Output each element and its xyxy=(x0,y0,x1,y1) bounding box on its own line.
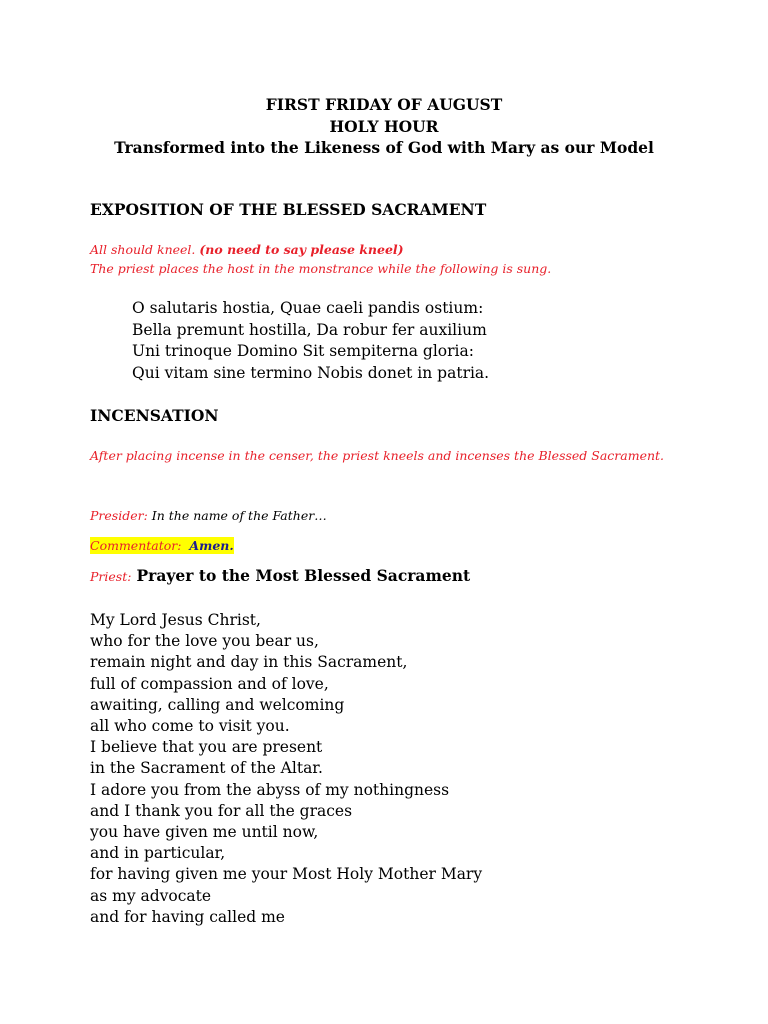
hymn-line: Bella premunt hostilla, Da robur fer auxilium xyxy=(132,320,487,339)
prayer-line: as my advocate xyxy=(90,886,212,905)
prayer-body xyxy=(90,610,482,928)
exposition-rubric-2: The priest places the host in the monstrance while the following is sung. xyxy=(90,261,552,276)
prayer-line: for having given me your Most Holy Mother Mary xyxy=(90,865,483,884)
prayer-line: and in particular, xyxy=(90,844,226,863)
commentator-response: Amen. xyxy=(189,538,234,553)
prayer-line: I believe that you are present xyxy=(90,738,323,757)
incensation-heading: INCENSATION xyxy=(90,406,219,425)
prayer-line: all who come to visit you. xyxy=(90,717,290,736)
presider-line xyxy=(90,508,327,523)
prayer-line: remain night and day in this Sacrament, xyxy=(90,653,408,672)
hymn-line: O salutaris hostia, Quae caeli pandis ostium: xyxy=(132,299,484,317)
commentator-highlight xyxy=(90,537,234,554)
priest-label: Priest: xyxy=(90,569,132,584)
incensation-rubric: After placing incense in the censer, the priest kneels and incenses the Blessed Sacrament. xyxy=(90,448,665,463)
commentator-label: Commentator: xyxy=(90,538,182,553)
prayer-line: awaiting, calling and welcoming xyxy=(90,695,345,714)
prayer-title: Prayer to the Most Blessed Sacrament xyxy=(136,566,471,585)
rubric-kneel-note: (no need to say please kneel) xyxy=(199,242,404,257)
hymn-line: Uni trinoque Domino Sit sempiterna gloria: xyxy=(132,342,474,360)
priest-line xyxy=(90,566,470,585)
presider-text: In the name of the Father… xyxy=(151,508,327,523)
prayer-line: My Lord Jesus Christ, xyxy=(90,611,261,629)
prayer-line: and I thank you for all the graces xyxy=(90,801,353,820)
exposition-heading: EXPOSITION OF THE BLESSED SACRAMENT xyxy=(90,200,487,219)
title-line-3: Transformed into the Likeness of God with Mary as our Model xyxy=(114,138,654,157)
prayer-line: who for the love you bear us, xyxy=(90,632,319,651)
prayer-line: I adore you from the abyss of my nothingness xyxy=(90,780,450,799)
commentator-line xyxy=(90,538,234,553)
exposition-rubric-1 xyxy=(90,242,404,257)
title-line-1: FIRST FRIDAY OF AUGUST xyxy=(265,95,503,114)
presider-label: Presider: xyxy=(90,508,148,523)
hymn-line: Qui vitam sine termino Nobis donet in patria. xyxy=(132,363,490,382)
title-line-2: HOLY HOUR xyxy=(329,116,439,136)
prayer-line: in the Sacrament of the Altar. xyxy=(90,759,323,778)
prayer-line: you have given me until now, xyxy=(90,823,319,842)
prayer-line: full of compassion and of love, xyxy=(90,674,329,693)
prayer-line: and for having called me xyxy=(90,907,285,926)
rubric-kneel-text: All should kneel. xyxy=(90,242,196,257)
hymn-o-salutaris xyxy=(132,298,489,384)
document-title-block xyxy=(0,94,768,159)
